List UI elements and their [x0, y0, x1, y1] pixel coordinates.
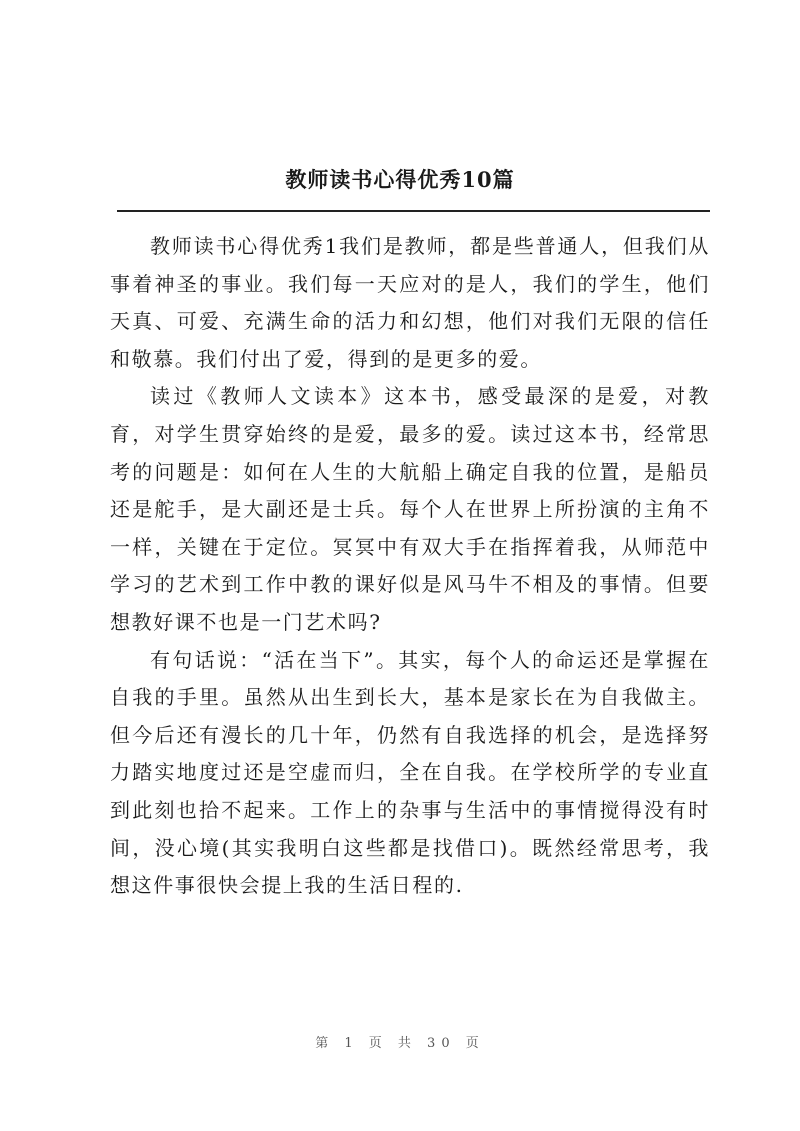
paragraph-3: 有句话说：“活在当下”。其实，每个人的命运还是掌握在自我的手里。虽然从出生到长大，基本是家长在为自我做主。但今后还有漫长的几十年，仍然有自我选择的机会，是选择努力踏实地度过还是空虚而归，全在自我。在学校所学的专业直到此刻也拾不起来。工作上的杂事与生活中的事情搅得没有时间，没心境(其实我明白这些都是找借口)。既然经常思考，我想这件事很快会提上我的生活日程的. — [110, 647, 710, 898]
document-title: 教师读书心得优秀10篇 — [285, 167, 515, 192]
title-divider — [117, 210, 710, 212]
paragraph-1: 教师读书心得优秀1我们是教师，都是些普通人，但我们从事着神圣的事业。我们每一天应对的是人，我们的学生，他们天真、可爱、充满生命的活力和幻想，他们对我们无限的信任和敬慕。我们付出了爱，得到的是更多的爱。 — [110, 234, 710, 371]
document-body — [110, 228, 710, 905]
paragraph-2: 读过《教师人文读本》这本书，感受最深的是爱，对教育，对学生贯穿始终的是爱，最多的爱。读过这本书，经常思考的问题是：如何在人生的大航船上确定自我的位置，是船员还是舵手，是大副还是士兵。每个人在世界上所扮演的主角不一样，关键在于定位。冥冥中有双大手在指挥着我，从师范中学习的艺术到工作中教的课好似是风马牛不相及的事情。但要想教好课不也是一门艺术吗? — [110, 384, 710, 634]
page-number-footer: 第 1 页 共 30 页 — [315, 1036, 485, 1051]
